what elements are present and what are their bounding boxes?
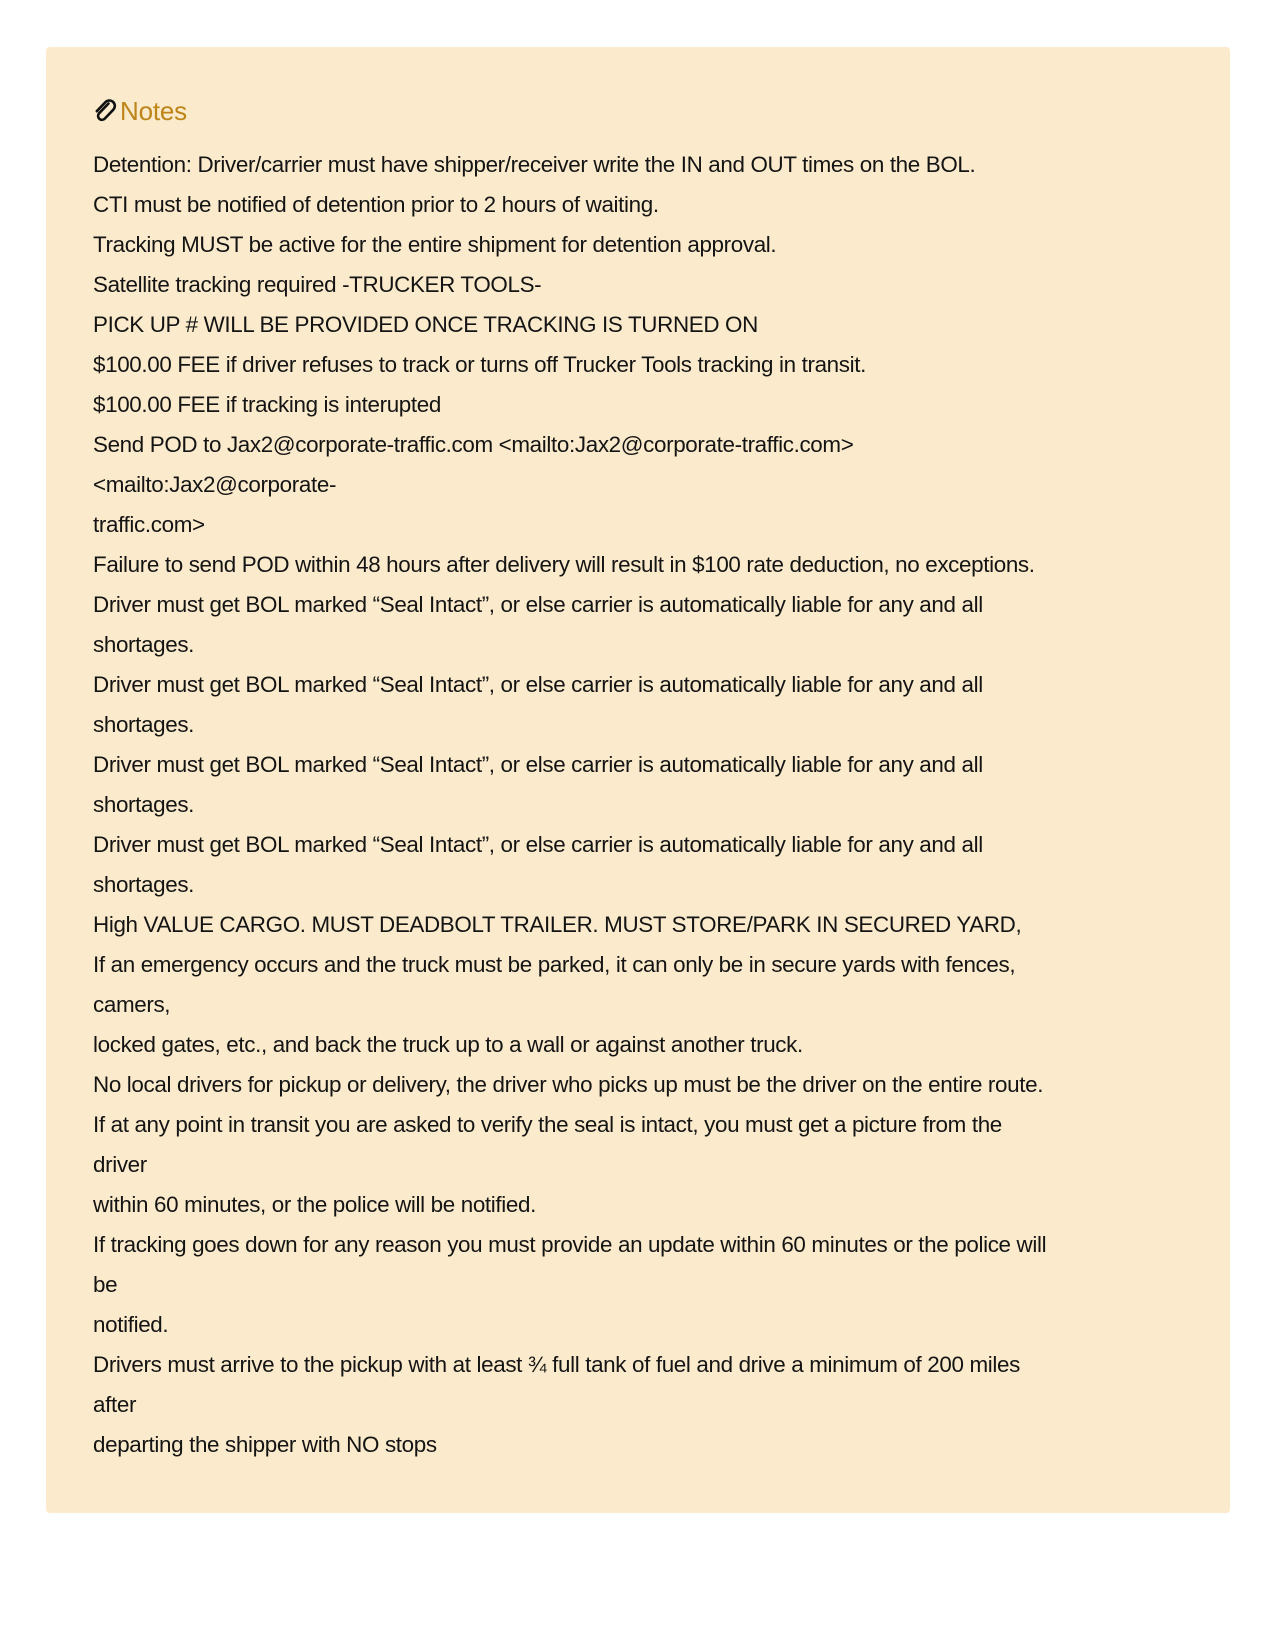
- note-line: Driver must get BOL marked “Seal Intact”, or else carrier is automatically liable for any and all: [93, 832, 983, 857]
- note-line: within 60 minutes, or the police will be notified.: [93, 1192, 536, 1217]
- note-line: be: [93, 1272, 118, 1297]
- note-line: shortages.: [93, 872, 195, 897]
- note-line: $100.00 FEE if tracking is interupted: [93, 392, 441, 417]
- note-line: Satellite tracking required -TRUCKER TOOLS-: [93, 272, 542, 297]
- note-line: <mailto:Jax2@corporate-: [93, 472, 337, 497]
- note-line: Driver must get BOL marked “Seal Intact”, or else carrier is automatically liable for any and all: [93, 752, 983, 777]
- note-line: CTI must be notified of detention prior to 2 hours of waiting.: [93, 192, 659, 217]
- paperclip-icon: [93, 98, 117, 124]
- note-line: If at any point in transit you are asked to verify the seal is intact, you must get a picture from the: [93, 1112, 1002, 1137]
- note-line: Driver must get BOL marked “Seal Intact”, or else carrier is automatically liable for any and all: [93, 592, 983, 617]
- notes-title: Notes: [120, 95, 187, 126]
- note-line: Driver must get BOL marked “Seal Intact”, or else carrier is automatically liable for any and all: [93, 672, 983, 697]
- note-line: PICK UP # WILL BE PROVIDED ONCE TRACKING IS TURNED ON: [93, 312, 758, 337]
- note-line: Send POD to Jax2@corporate-traffic.com <mailto:Jax2@corporate-traffic.com>: [93, 432, 854, 457]
- note-line: camers,: [93, 992, 171, 1017]
- notes-header: [93, 95, 187, 127]
- note-line: Failure to send POD within 48 hours after delivery will result in $100 rate deduction, no exceptions.: [93, 552, 1035, 577]
- notes-card: [46, 47, 1230, 1513]
- note-line: after: [93, 1392, 137, 1417]
- note-line: departing the shipper with NO stops: [93, 1432, 437, 1457]
- note-line: Drivers must arrive to the pickup with at least ¾ full tank of fuel and drive a minimum of 200 miles: [93, 1352, 1020, 1377]
- note-line: traffic.com>: [93, 512, 205, 537]
- note-line: shortages.: [93, 632, 195, 657]
- note-line: If an emergency occurs and the truck must be parked, it can only be in secure yards with fences,: [93, 952, 1016, 977]
- note-line: Tracking MUST be active for the entire shipment for detention approval.: [93, 232, 777, 257]
- note-line: driver: [93, 1152, 147, 1177]
- note-line: Detention: Driver/carrier must have shipper/receiver write the IN and OUT times on the BOL.: [93, 152, 976, 177]
- note-line: $100.00 FEE if driver refuses to track or turns off Trucker Tools tracking in transit.: [93, 352, 866, 377]
- notes-list: [93, 145, 1213, 1465]
- note-line: locked gates, etc., and back the truck up to a wall or against another truck.: [93, 1032, 803, 1057]
- note-line: shortages.: [93, 792, 195, 817]
- note-line: notified.: [93, 1312, 169, 1337]
- note-line: shortages.: [93, 712, 195, 737]
- note-line: No local drivers for pickup or delivery, the driver who picks up must be the driver on the entire route.: [93, 1072, 1044, 1097]
- note-line: High VALUE CARGO. MUST DEADBOLT TRAILER. MUST STORE/PARK IN SECURED YARD,: [93, 912, 1022, 937]
- note-line: If tracking goes down for any reason you must provide an update within 60 minutes or the police will: [93, 1232, 1047, 1257]
